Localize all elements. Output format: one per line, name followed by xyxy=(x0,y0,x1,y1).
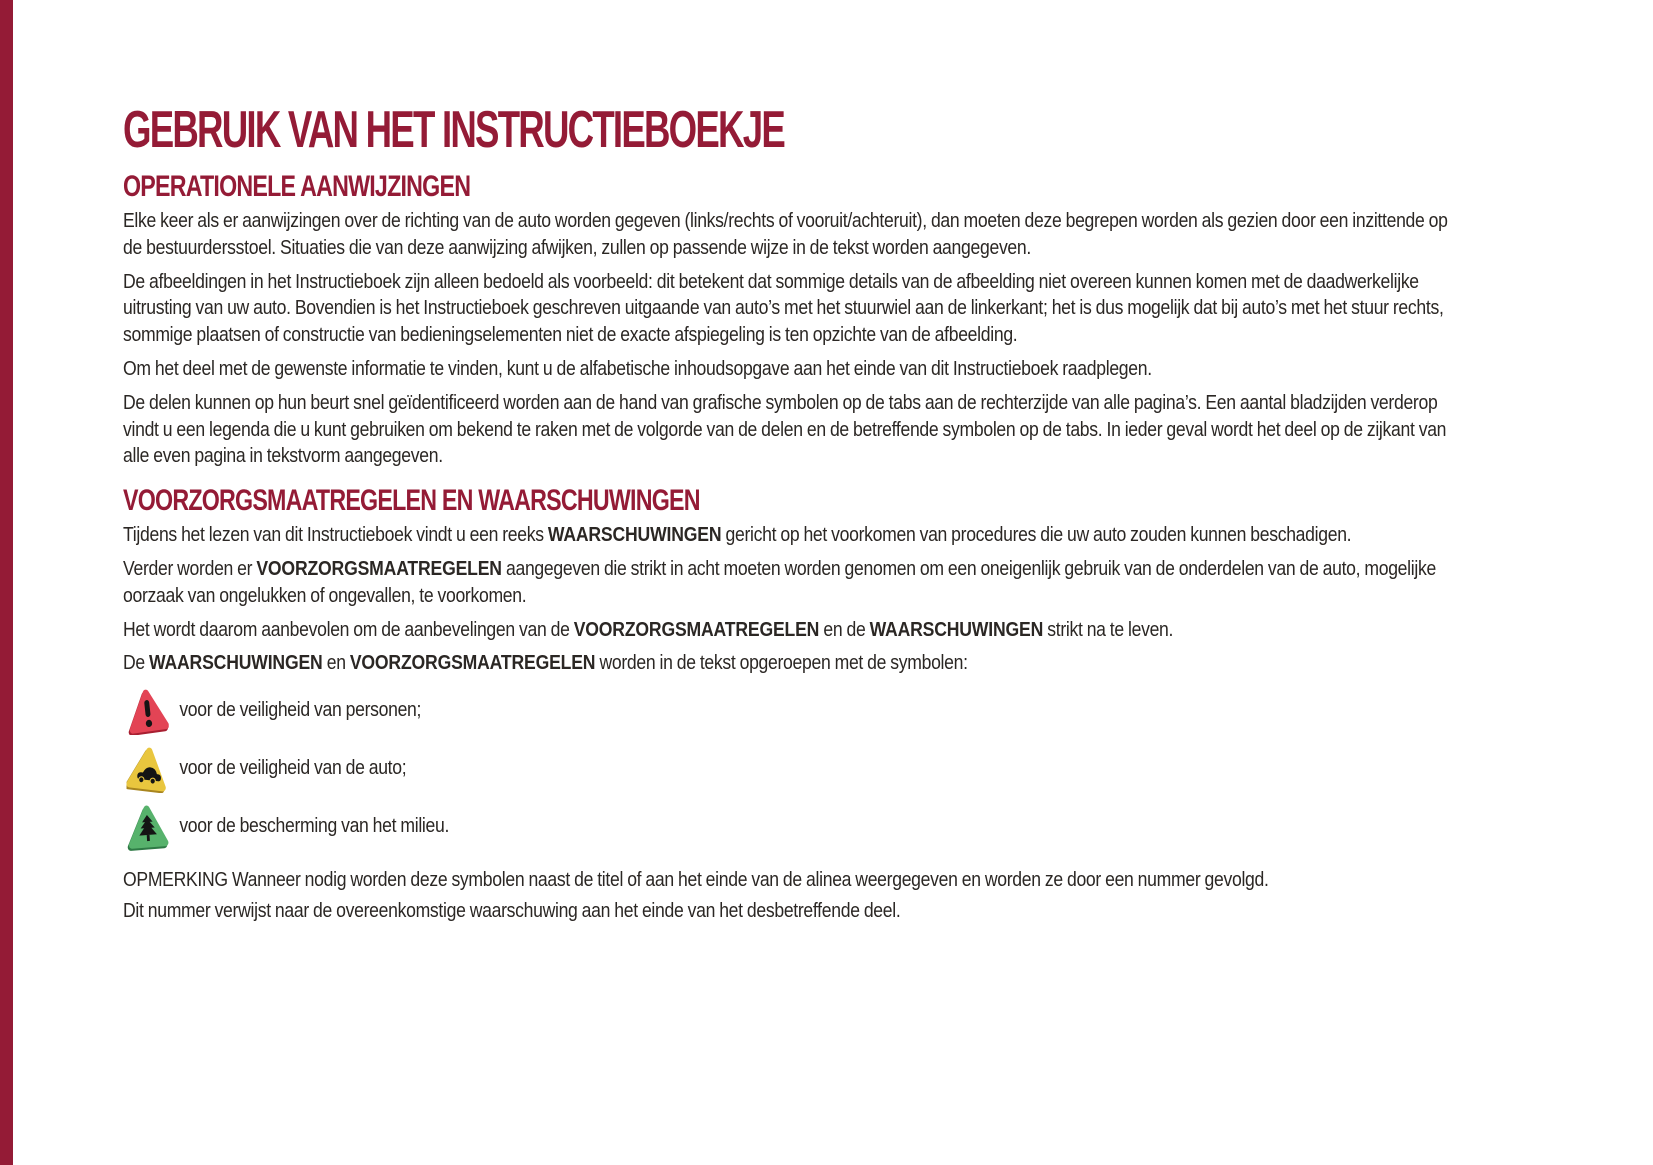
paragraph-note-numbering: OPMERKING Wanneer nodig worden deze symbolen naast de titel of aan het einde van de alinea weergegeven en worden ze door een nummer gevolgd. xyxy=(123,869,1269,892)
symbol-row-person-safety xyxy=(127,685,1454,735)
symbol-label-person-safety: voor de veiligheid van personen; xyxy=(179,698,422,721)
manual-page-content xyxy=(123,0,1454,925)
paragraph-note-reference: Dit nummer verwijst naar de overeenkomstige waarschuwing aan het einde van het desbetreffende deel. xyxy=(123,899,901,922)
section-heading-operational-instructions: OPERATIONELE AANWIJZINGEN xyxy=(123,170,471,203)
symbol-label-environment: voor de bescherming van het milieu. xyxy=(179,814,450,837)
paragraph-section-tabs: De delen kunnen op hun beurt snel geïdentificeerd worden aan de hand van grafische symbolen op de tabs aan de rechterzijde van alle pagina’s. Een aantal bladzijden verderop vindt u een legenda die u kunt gebruiken om bekend te raken met de volgorde van de delen en de betreffende symbolen op de tabs. In ieder geval wordt het deel op de zijkant van alle even pagina in tekstvorm aangegeven. xyxy=(123,391,1447,468)
paragraph-alphabetical-index: Om het deel met de gewenste informatie te vinden, kunt u de alfabetische inhoudsopgave aan het einde van dit Instructieboek raadplegen. xyxy=(123,357,1152,380)
page-edge-accent-bar xyxy=(0,0,13,1165)
symbol-row-environment xyxy=(127,801,1454,851)
paragraph-precautions-intro: Verder worden er VOORZORGSMAATREGELEN aangegeven die strikt in acht moeten worden genomen om een oneigenlijk gebruik van de onderdelen van de auto, mogelijke oorzaak van ongelukken of ongevallen, te voorkomen. xyxy=(123,557,1436,607)
triangle-car-icon xyxy=(127,743,169,793)
paragraph-follow-recommendations: Het wordt daarom aanbevolen om de aanbevelingen van de VOORZORGSMAATREGELEN en de WAARSCHUWINGEN strikt na te leven. xyxy=(123,618,1174,641)
triangle-tree-icon xyxy=(127,801,169,851)
paragraph-illustrations-example: De afbeeldingen in het Instructieboek zijn alleen bedoeld als voorbeeld: dit betekent dat sommige details van de afbeelding niet overeen kunnen komen met de daadwerkelijke uitrusting van uw auto. Bovendien is het Instructieboek geschreven uitgaande van auto’s met het stuurwiel aan de linkerkant; het is dus mogelijk dat bij auto’s met het stuur rechts, sommige plaatsen of constructie van bedieningselementen niet de exacte afspiegeling is ten opzichte van de afbeelding. xyxy=(123,270,1444,347)
paragraph-symbols-intro: De WAARSCHUWINGEN en VOORZORGSMAATREGELEN worden in de tekst opgeroepen met de symbolen: xyxy=(123,652,968,675)
section-heading-precautions-warnings: VOORZORGSMAATREGELEN EN WAARSCHUWINGEN xyxy=(123,484,700,518)
paragraph-warnings-intro: Tijdens het lezen van dit Instructieboek vindt u een reeks WAARSCHUWINGEN gericht op het voorkomen van procedures die uw auto zouden kunnen beschadigen. xyxy=(123,524,1352,547)
triangle-exclamation-icon xyxy=(127,685,169,735)
page-title: GEBRUIK VAN HET INSTRUCTIEBOEKJE xyxy=(123,101,784,159)
symbol-row-car-safety xyxy=(127,743,1454,793)
paragraph-direction-instructions: Elke keer als er aanwijzingen over de richting van de auto worden gegeven (links/rechts of vooruit/achteruit), dan moeten deze begrepen worden als gezien door een inzittende op de bestuurdersstoel. Situaties die van deze aanwijzing afwijken, zullen op passende wijze in de tekst worden aangegeven. xyxy=(123,210,1448,259)
symbol-label-car-safety: voor de veiligheid van de auto; xyxy=(179,756,407,779)
